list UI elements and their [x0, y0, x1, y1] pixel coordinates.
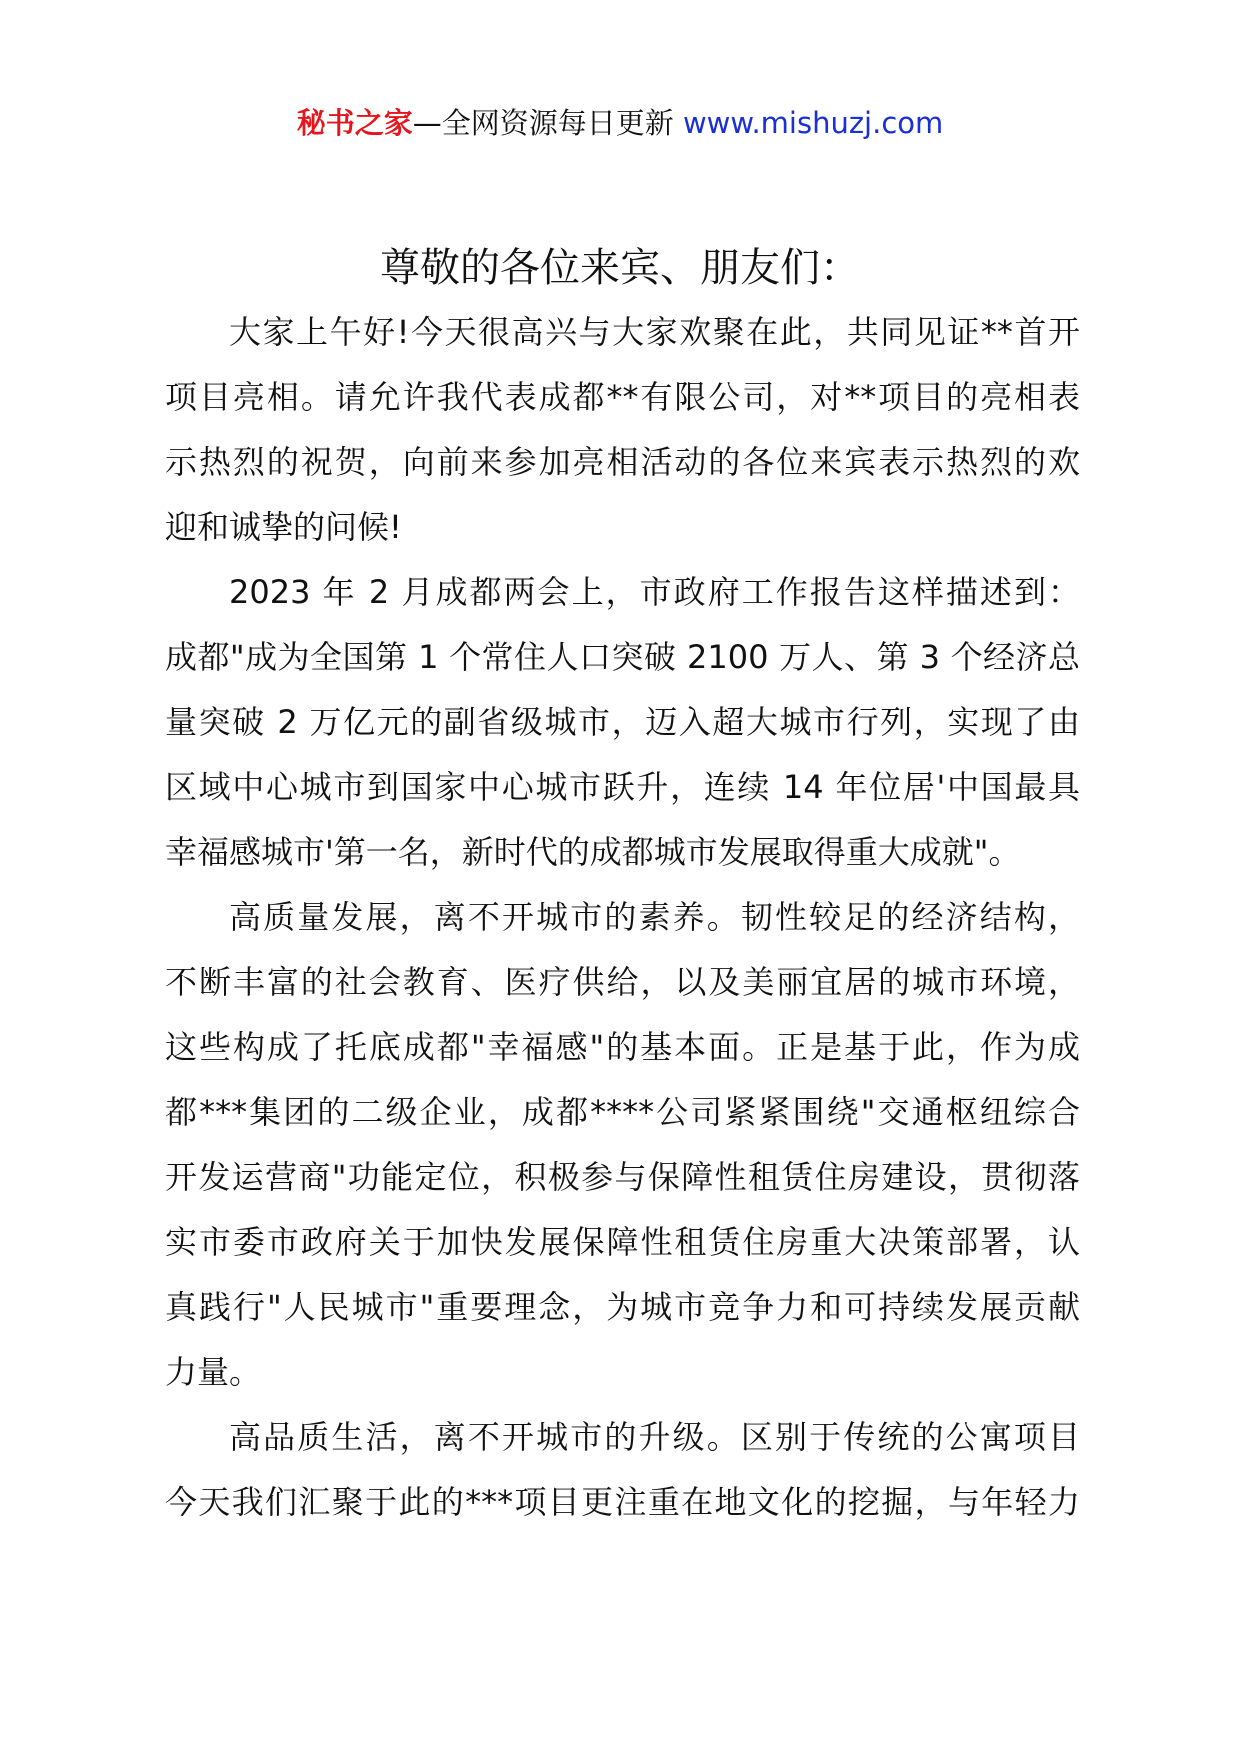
text-line: 这些构成了托底成都"幸福感"的基本面。正是基于此，作为成 [165, 1028, 1080, 1066]
text-line: 2023 年 2 月成都两会上，市政府工作报告这样描述到： [229, 573, 1080, 611]
text-line: 项目亮相。请允许我代表成都**有限公司，对**项目的亮相表 [165, 378, 1080, 416]
paragraph-greeting [165, 300, 1080, 560]
site-url-link[interactable]: www.mishuzj.com [682, 106, 944, 140]
text-line: 区域中心城市到国家中心城市跃升，连续 14 年位居'中国最具 [165, 768, 1080, 806]
text-line: 不断丰富的社会教育、医疗供给，以及美丽宜居的城市环境， [165, 963, 1080, 1001]
text-line: 成都"成为全国第 1 个常住人口突破 2100 万人、第 3 个经济总 [165, 638, 1080, 676]
paragraph-city-report [165, 560, 1080, 885]
header-tagline: —全网资源每日更新 [412, 106, 683, 140]
text-line: 幸福感城市'第一名，新时代的成都城市发展取得重大成就"。 [165, 833, 1021, 871]
text-line: 迎和诚挚的问候! [165, 508, 402, 546]
text-line: 今天我们汇聚于此的***项目更注重在地文化的挖掘，与年轻力 [165, 1483, 1080, 1521]
paragraph-quality-life [165, 1405, 1080, 1535]
document-title: 尊敬的各位来宾、朋友们： [380, 245, 860, 291]
site-header [0, 103, 1240, 143]
text-line: 真践行"人民城市"重要理念，为城市竞争力和可持续发展贡献 [165, 1288, 1080, 1326]
paragraph-development [165, 885, 1080, 1405]
text-line: 力量。 [165, 1353, 262, 1391]
text-line: 都***集团的二级企业，成都****公司紧紧围绕"交通枢纽综合 [165, 1093, 1080, 1131]
text-line: 大家上午好!今天很高兴与大家欢聚在此，共同见证**首开 [229, 313, 1080, 351]
text-line: 开发运营商"功能定位，积极参与保障性租赁住房建设，贯彻落 [165, 1158, 1080, 1196]
text-line: 量突破 2 万亿元的副省级城市，迈入超大城市行列，实现了由 [165, 703, 1080, 741]
text-line: 实市委市政府关于加快发展保障性租赁住房重大决策部署，认 [165, 1223, 1080, 1261]
text-line: 高质量发展，离不开城市的素养。韧性较足的经济结构， [229, 898, 1080, 936]
brand-name: 秘书之家 [296, 106, 413, 140]
text-line: 高品质生活，离不开城市的升级。区别于传统的公寓项目 [229, 1418, 1080, 1456]
document-body [165, 300, 1080, 1535]
text-line: 示热烈的祝贺，向前来参加亮相活动的各位来宾表示热烈的欢 [165, 443, 1080, 481]
